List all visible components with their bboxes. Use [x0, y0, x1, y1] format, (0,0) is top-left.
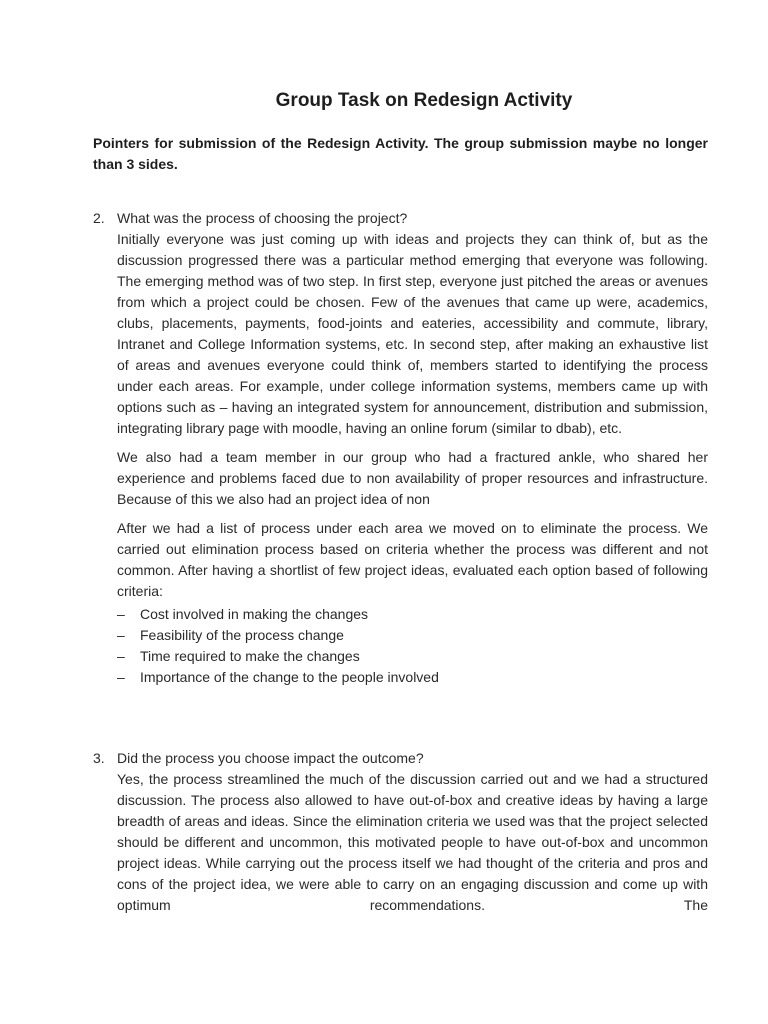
criteria-list [93, 604, 708, 688]
question-2-section [93, 208, 708, 688]
criteria-item: – Cost involved in making the changes [117, 604, 708, 625]
dash-bullet-icon: – [117, 606, 125, 622]
question-text: Did the process you choose impact the outcome? [117, 750, 424, 766]
dash-bullet-icon: – [117, 648, 125, 664]
submission-pointers: Pointers for submission of the Redesign Activity. The group submission maybe no longer than 3 sides. [93, 135, 708, 172]
answer-paragraph: Yes, the process streamlined the much of the discussion carried out and we had a structured discussion. The process also allowed to have out-of-box and creative ideas by having a large breadth of areas and ideas. Since the elimination criteria we used was that the project selected should be different and uncommon, this motivated people to have out-of-box and uncommon project ideas. While carrying out the process itself we had thought of the criteria and pros and cons of the project idea, we were able to carry on an engaging discussion and come up with optimum recommendations. The [117, 771, 708, 913]
question-3-section [93, 748, 708, 924]
question-text: What was the process of choosing the project? [117, 210, 408, 226]
answer-paragraph: After we had a list of process under each area we moved on to eliminate the process. We carried out elimination process based on criteria whether the process was different and not common. After having a shortlist of few project ideas, evaluated each option based of following criteria: [117, 520, 708, 599]
document-title: Group Task on Redesign Activity [275, 90, 573, 111]
criteria-item: – Feasibility of the process change [117, 625, 708, 646]
question-number: 2. [93, 210, 105, 226]
criteria-item: – Time required to make the changes [117, 646, 708, 667]
dash-bullet-icon: – [117, 627, 125, 643]
answer-paragraph: Initially everyone was just coming up with ideas and projects they can think of, but as the discussion progressed there was a particular method emerging that everyone was following. The emerging method was of two step. In first step, everyone just pitched the areas or avenues from which a project could be chosen. Few of the avenues that came up were, academics, clubs, placements, payments, food-joints and eateries, accessibility and commute, library, Intranet and College Information systems, etc. In second step, after making an exhaustive list of areas and avenues everyone could think of, members started to identifying the process under each areas. For example, under college information systems, members came up with options such as – having an integrated system for announcement, distribution and submission, integrating library page with moodle, having an online forum (similar to dbab), etc. [117, 231, 708, 436]
criteria-item: – Importance of the change to the people involved [117, 667, 708, 688]
dash-bullet-icon: – [117, 669, 125, 685]
answer-paragraph: We also had a team member in our group who had a fractured ankle, who shared her experience and problems faced due to non availability of proper resources and infrastructure. Because of this we also had an project idea of non [117, 449, 708, 507]
question-number: 3. [93, 750, 105, 766]
